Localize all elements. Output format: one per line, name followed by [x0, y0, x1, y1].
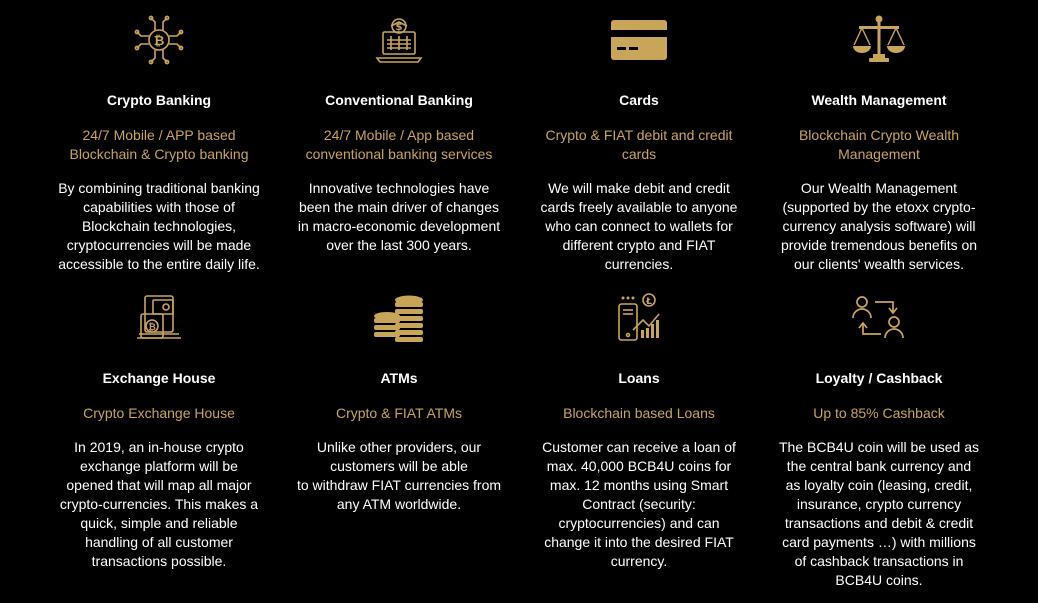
service-subtitle: 24/7 Mobile / APP based Blockchain & Crypto banking	[69, 127, 249, 162]
service-subtitle: 24/7 Mobile / App based conventional banking services	[305, 127, 493, 162]
service-card-conventional-banking	[279, 0, 519, 278]
service-description: Customer can receive a loan of max. 40,000 BCB4U coins for max. 12 months using Smart Contract (security: cryptocurrencies) and can change it into the desired FIAT currency.	[542, 439, 736, 569]
exchange-wallet-icon	[53, 292, 265, 344]
svg-text:$: $	[395, 22, 403, 33]
laptop-dollar-icon	[293, 14, 505, 66]
coin-stack-icon	[293, 292, 505, 344]
service-title: Loyalty / Cashback	[815, 370, 943, 386]
service-card-loyalty-cashback	[759, 278, 999, 603]
service-title: Conventional Banking	[325, 92, 473, 108]
service-description: In 2019, an in-house crypto exchange platform will be opened that will map all major crypto-currencies. This makes a quick, simple and reliable handling of all customer transactions possible.	[59, 439, 259, 569]
service-subtitle: Crypto & FIAT ATMs	[335, 405, 463, 421]
service-card-atms	[279, 278, 519, 603]
service-subtitle: Up to 85% Cashback	[813, 405, 945, 421]
credit-card-icon	[533, 14, 745, 66]
svg-text:₿: ₿	[153, 34, 165, 49]
mobile-litecoin-chart-icon	[533, 292, 745, 344]
service-description: Unlike other providers, our customers will be able to withdraw FIAT currencies from any ATM worldwide.	[296, 439, 502, 512]
bitcoin-circuit-icon	[53, 14, 265, 66]
service-title: Exchange House	[102, 370, 216, 386]
users-exchange-icon	[773, 292, 985, 344]
service-title: Cards	[619, 92, 659, 108]
service-title: ATMs	[380, 370, 418, 386]
service-card-loans	[519, 278, 759, 603]
service-description: The BCB4U coin will be used as the central bank currency and as loyalty coin (leasing, credit, insurance, crypto currency transactions and debit & credit card payments …) with millions of cashback transactions in BCB4U coins.	[779, 439, 979, 588]
service-title: Loans	[618, 370, 660, 386]
service-title: Crypto Banking	[106, 92, 212, 108]
svg-text:Ł: Ł	[646, 297, 652, 307]
service-title: Wealth Management	[811, 92, 947, 108]
service-card-wealth-management	[759, 0, 999, 278]
service-description: Innovative technologies have been the main driver of changes in macro-economic development over the last 300 years.	[297, 180, 501, 253]
service-description: By combining traditional banking capabilities with those of Blockchain technologies, cryptocurrencies will be made accessible to the entire daily life.	[58, 180, 260, 272]
service-subtitle: Crypto & FIAT debit and credit cards	[545, 127, 733, 162]
svg-text:₿: ₿	[148, 323, 156, 333]
service-description: We will make debit and credit cards freely available to anyone who can connect to wallets for different crypto and FIAT currencies.	[540, 180, 738, 272]
service-card-cards	[519, 0, 759, 278]
services-grid	[39, 0, 999, 603]
service-subtitle: Crypto Exchange House	[83, 405, 235, 421]
service-description: Our Wealth Management (supported by the etoxx crypto- currency analysis software) will provide tremendous benefits on our clients' wealth services.	[780, 180, 978, 272]
service-subtitle: Blockchain Crypto Wealth Management	[798, 127, 960, 162]
service-card-crypto-banking	[39, 0, 279, 278]
service-card-exchange-house	[39, 278, 279, 603]
service-subtitle: Blockchain based Loans	[563, 405, 715, 421]
balance-scale-icon	[773, 14, 985, 66]
